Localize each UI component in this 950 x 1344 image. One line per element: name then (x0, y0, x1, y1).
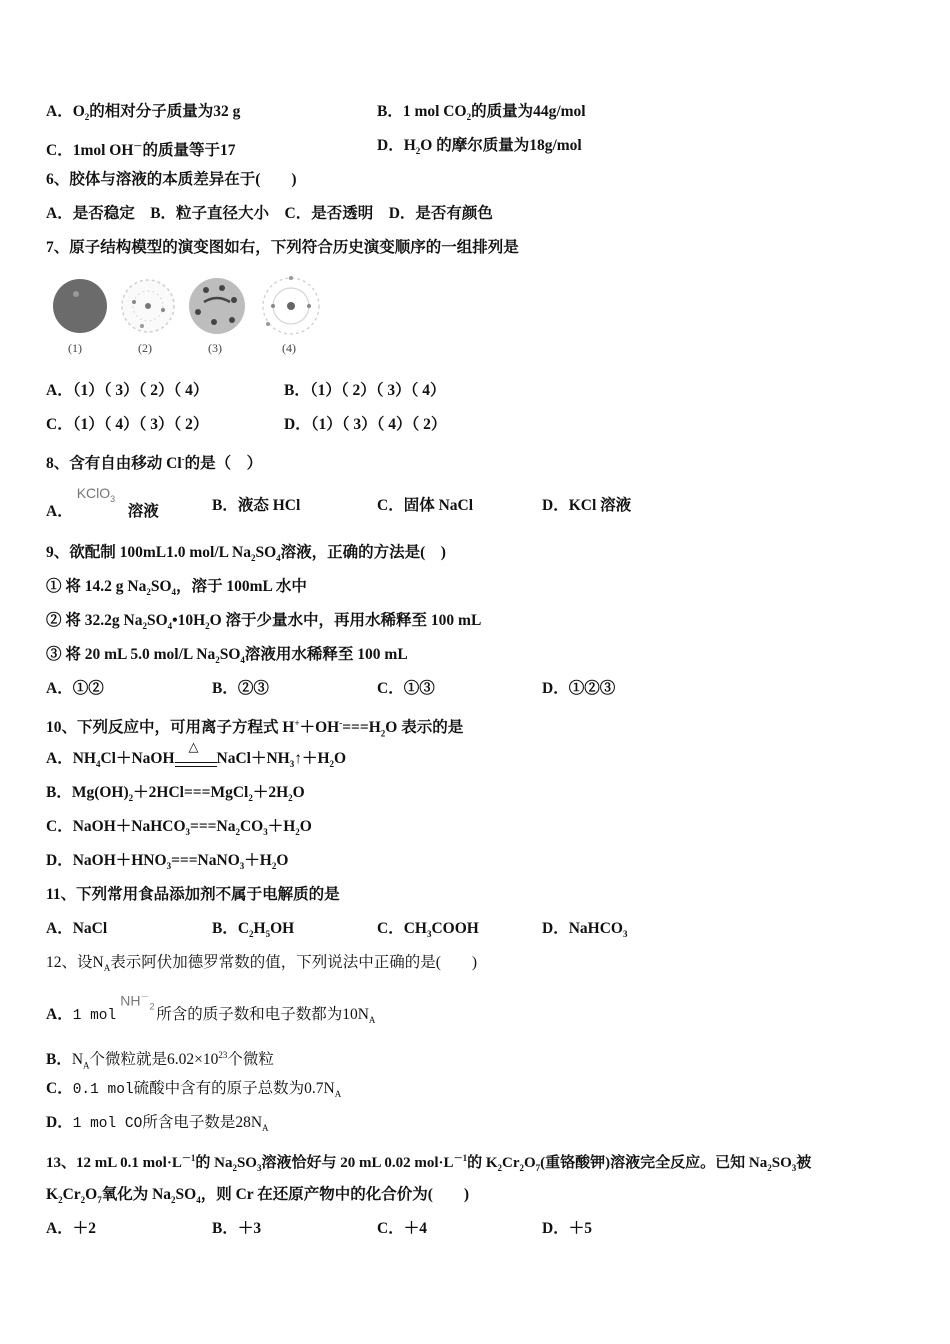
q8-option-c: C．固体 NaCl (377, 497, 474, 514)
q10-option-d: D．$NaOH+HNO_3===NaNO_3+H_2O$ (46, 852, 289, 872)
q9-option-b: B．②③ (212, 680, 269, 697)
q7-option-d: D．（1）（ 3）（ 4）（ 2） (284, 416, 447, 433)
atom-caption-1: (1) (68, 341, 82, 355)
q11-option-a: A．NaCl (46, 920, 108, 937)
q7-stem: 7、原子结构模型的演变图如右，下列符合历史演变顺序的一组排列是 (46, 239, 519, 256)
heat-arrow (175, 739, 217, 769)
q6-stem: 6、胶体与溶液的本质差异在于( ) (46, 171, 297, 188)
q9-statement-3: ③ 将 20 mL 5.0 mol/L $Na_2SO_4$溶液用水稀释至 100 mL (46, 646, 408, 666)
q10-option-c: C．$NaOH+NaHCO_3===Na_2CO_3+H_2O$ (46, 818, 312, 838)
q9-option-a: A．①② (46, 680, 104, 697)
q13-stem-line-1: 13、12 mL 0.1 $mol\cdot L^{-1}$的 $Na_2SO_3$溶液恰好与 20 mL 0.02 $mol\cdot L^{-1}$的 $K_2Cr_2O_7$(重铬酸钾)溶液完全反应。已知 $Na_2SO_3$被 (46, 1153, 812, 1173)
q11-stem: 11、下列常用食品添加剂不属于电解质的是 (46, 886, 340, 903)
q11-option-d: D．NaHCO$_3$ (542, 920, 628, 940)
q11-option-c: C．$CH_3COOH$ (377, 920, 479, 940)
q12-option-c: C．0.1 mol硫酸中含有的原子总数为$0.7N_A$ (46, 1080, 342, 1100)
q13-option-d: D．＋5 (542, 1220, 592, 1237)
q7-option-c: C．（1）（ 4）（ 3）（ 2） (46, 416, 209, 433)
q12-option-d: D．1 mol CO所含电子数是$28N_A$ (46, 1114, 269, 1134)
q13-stem-line-2: $K_2Cr_2O_7$氧化为 $Na_2SO_4$，则 Cr 在还原产物中的化合价为( ) (46, 1186, 470, 1206)
q8-option-a: A． KClO$_3$ 溶液 (46, 485, 159, 520)
q9-option-c: C．①③ (377, 680, 435, 697)
q8-option-b: B．液态 HCl (212, 497, 301, 514)
q5-option-c: C．1mol OH－的质量等于17 (46, 141, 236, 160)
atom-model-2 (122, 280, 174, 332)
atom-models-figure (46, 272, 346, 367)
atom-caption-3: (3) (208, 341, 222, 355)
q7-option-a: A．（1）（ 3）（ 2）（ 4） (46, 382, 209, 399)
q5-option-a: A．$O_2$的相对分子质量为32 g (46, 103, 241, 123)
q9-statement-1: ① 将 14.2 g $Na_2SO_4$，溶于 100mL 水中 (46, 578, 307, 598)
q12-option-b: B．$N_A$个微粒就是$6.02\times 10^{23}$个微粒 (46, 1050, 274, 1071)
atom-model-3 (189, 278, 245, 334)
q12-stem: 12、设$N_A$表示阿伏加德罗常数的值，下列说法中正确的是( ) (46, 954, 478, 974)
q9-stem: 9、欲配制 100mL1.0 mol/L $Na_2SO_4$溶液，正确的方法是( ) (46, 544, 446, 564)
q10-option-b: B．$Mg(OH)_2+2HCl===MgCl_2+2H_2O$ (46, 784, 305, 804)
atom-model-1 (53, 279, 107, 333)
q6-options: A．是否稳定 B．粒子直径大小 C．是否透明 D．是否有颜色 (46, 205, 493, 222)
atom-caption-2: (2) (138, 341, 152, 355)
nh2-formula: $NH^-_2$ (120, 992, 155, 1012)
atom-caption-4: (4) (282, 341, 296, 355)
q8-option-d: D．KCl 溶液 (542, 497, 632, 514)
q10-option-a: A．$NH_4Cl+NaOH$ △ $NaCl+NH_3↑+H_2O$ (46, 739, 347, 770)
q12-option-a: A．1 mol $NH^-_2$ 所含的质子数和电子数都为$10N_A$ (46, 999, 375, 1030)
q13-option-b: B．＋3 (212, 1220, 262, 1237)
kclo3-formula: KClO$_3$ (76, 485, 116, 504)
delta-symbol: △ (188, 739, 199, 754)
q9-statement-2: ② 将 32.2g $Na_2SO_4•10H_2O$ 溶于少量水中，再用水稀释至 100 mL (46, 612, 482, 632)
q11-option-b: B．$C_2H_5OH$ (212, 920, 295, 940)
atom-model-4 (263, 276, 319, 334)
q5-option-b: B．1 mol $CO_2$的质量为44g/mol (377, 103, 586, 123)
q10-stem: 10、下列反应中，可用离子方程式 $H^++OH^-===H_2O$ 表示的是 (46, 718, 464, 739)
q13-option-c: C．＋4 (377, 1220, 427, 1237)
q8-stem: 8、含有自由移动 Cl-的是（ ） (46, 454, 263, 473)
q5-option-d: D．$H_2O$ 的摩尔质量为18g/mol (377, 137, 582, 157)
q7-option-b: B．（1）（ 2）（ 3）（ 4） (284, 382, 446, 399)
q13-option-a: A．＋2 (46, 1220, 96, 1237)
q9-option-d: D．①②③ (542, 680, 616, 697)
